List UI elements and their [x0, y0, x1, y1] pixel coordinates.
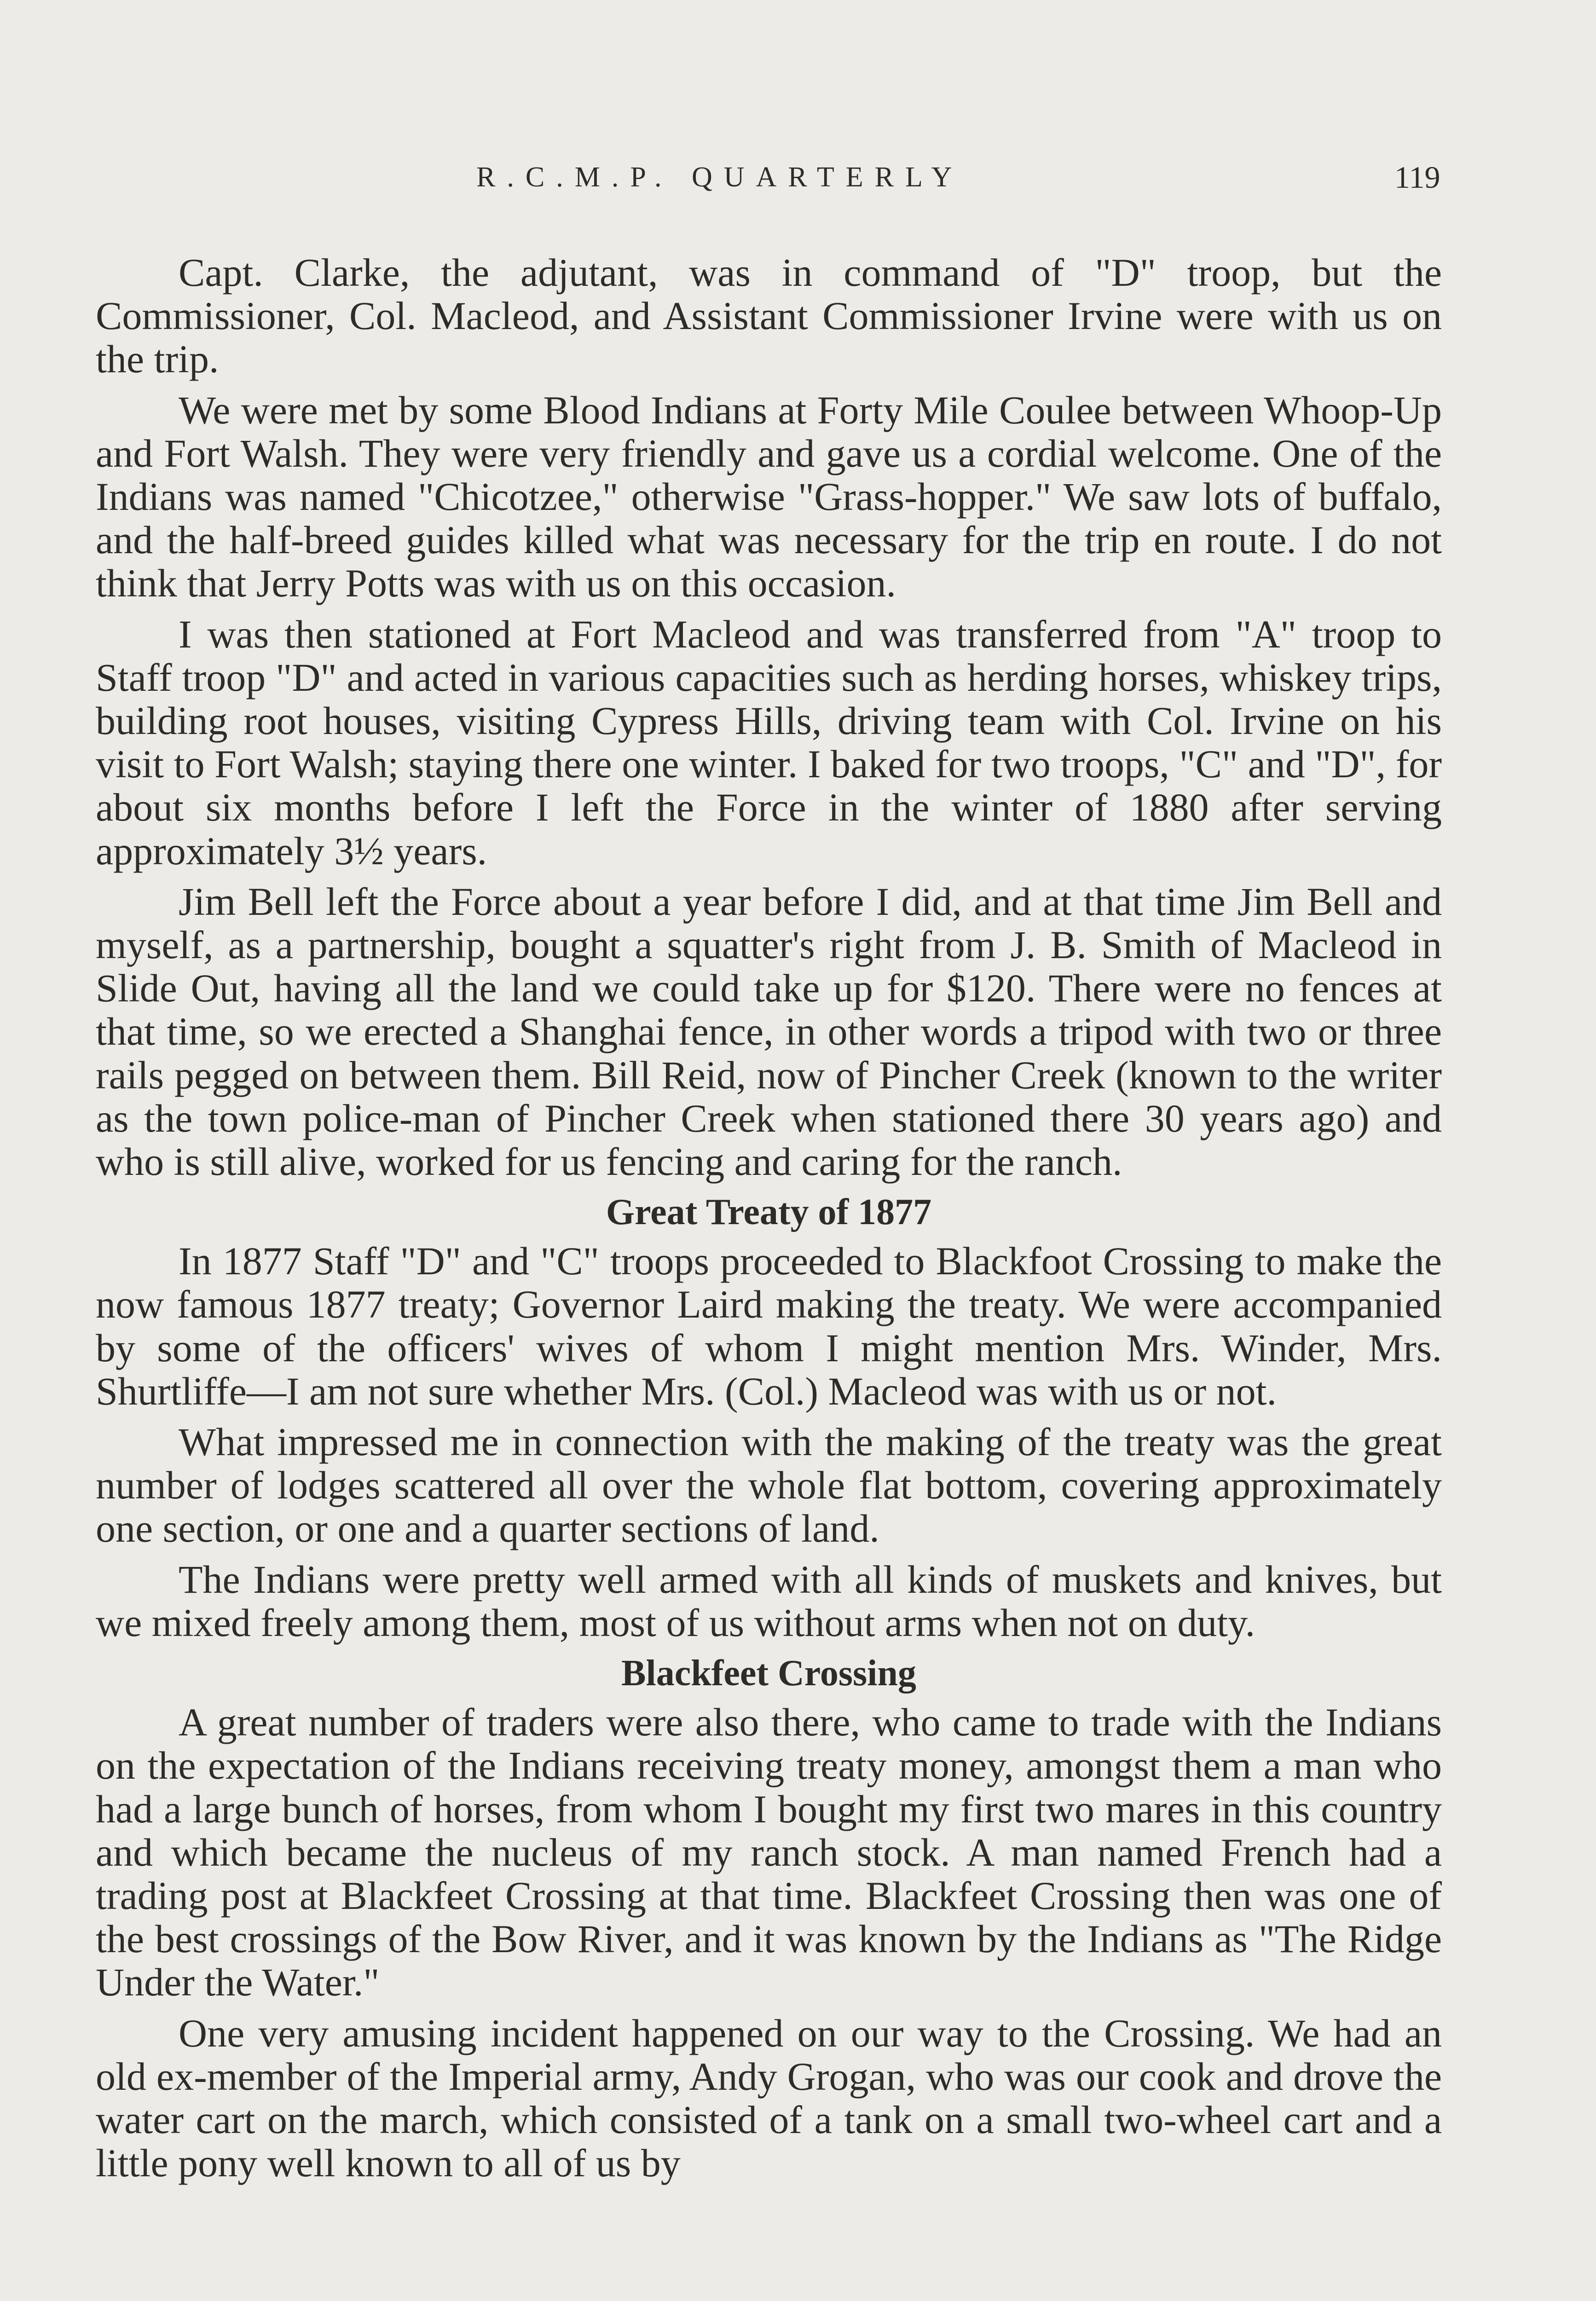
running-header	[0, 156, 1596, 198]
paragraph: We were met by some Blood Indians at Forty Mile Coulee between Whoop-Up and Fort Walsh. They were very friendly and gave us a cordial welcome. One of the Indians was named "Chicotzee," otherwise "Grass-hopper." We saw lots of buffalo, and the half-breed guides killed what was necessary for the trip en route. I do not think that Jerry Potts was with us on this occasion.	[96, 387, 1442, 606]
paragraph: What impressed me in connection with the making of the treaty was the great number of lodges scattered all over the whole flat bottom, covering approximately one section, or one and a quarter sections of land.	[96, 1420, 1442, 1551]
page-number: 119	[1394, 160, 1440, 195]
journal-title: R.C.M.P. QUARTERLY	[476, 162, 964, 193]
section-heading: Great Treaty of 1877	[606, 1192, 932, 1233]
article-body	[96, 251, 1442, 2192]
paragraph: A great number of traders were also there, who came to trade with the Indians on the expectation of the Indians receiving treaty money, amongst them a man who had a large bunch of horses, from whom I bought my first two mares in this country and which became the nucleus of my ranch stock. A man named French had a trading post at Blackfeet Crossing at that time. Blackfeet Crossing then was one of the best crossings of the Bow River, and it was known by the Indians as "The Ridge Under the Water."	[96, 1700, 1442, 2005]
paragraph: In 1877 Staff "D" and "C" troops proceeded to Blackfoot Crossing to make the now famous 1877 treaty; Governor Laird making the treaty. We were accompanied by some of the officers' wives of whom I might mention Mrs. Winder, Mrs. Shurtliffe—I am not sure whether Mrs. (Col.) Macleod was with us or not.	[96, 1239, 1442, 1413]
paragraph: The Indians were pretty well armed with all kinds of muskets and knives, but we mixed freely among them, most of us without arms when not on duty.	[96, 1557, 1442, 1645]
paragraph: Jim Bell left the Force about a year before I did, and at that time Jim Bell and myself, as a partnership, bought a squatter's right from J. B. Smith of Macleod in Slide Out, having all the land we could take up for $120. There were no fences at that time, so we erected a Shanghai fence, in other words a tripod with two or three rails pegged on between them. Bill Reid, now of Pincher Creek (known to the writer as the town police-man of Pincher Creek when stationed there 30 years ago) and who is still alive, worked for us fencing and caring for the ranch.	[96, 879, 1442, 1184]
paragraph: Capt. Clarke, the adjutant, was in command of "D" troop, but the Commissioner, Col. Macleod, and Assistant Commissioner Irvine were with us on the trip.	[96, 250, 1442, 382]
paragraph: One very amusing incident happened on our way to the Crossing. We had an old ex-member of the Imperial army, Andy Grogan, who was our cook and drove the water cart on the march, which consisted of a tank on a small two-wheel cart and a little pony well known to all of us by	[96, 2011, 1442, 2185]
paragraph: I was then stationed at Fort Macleod and was transferred from "A" troop to Staff troop "D" and acted in various capacities such as herding horses, whiskey trips, building root houses, visiting Cypress Hills, driving team with Col. Irvine on his visit to Fort Walsh; staying there one winter. I baked for two troops, "C" and "D", for about six months before I left the Force in the winter of 1880 after serving approximately 3½ years.	[96, 612, 1442, 873]
section-heading: Blackfeet Crossing	[621, 1653, 916, 1694]
